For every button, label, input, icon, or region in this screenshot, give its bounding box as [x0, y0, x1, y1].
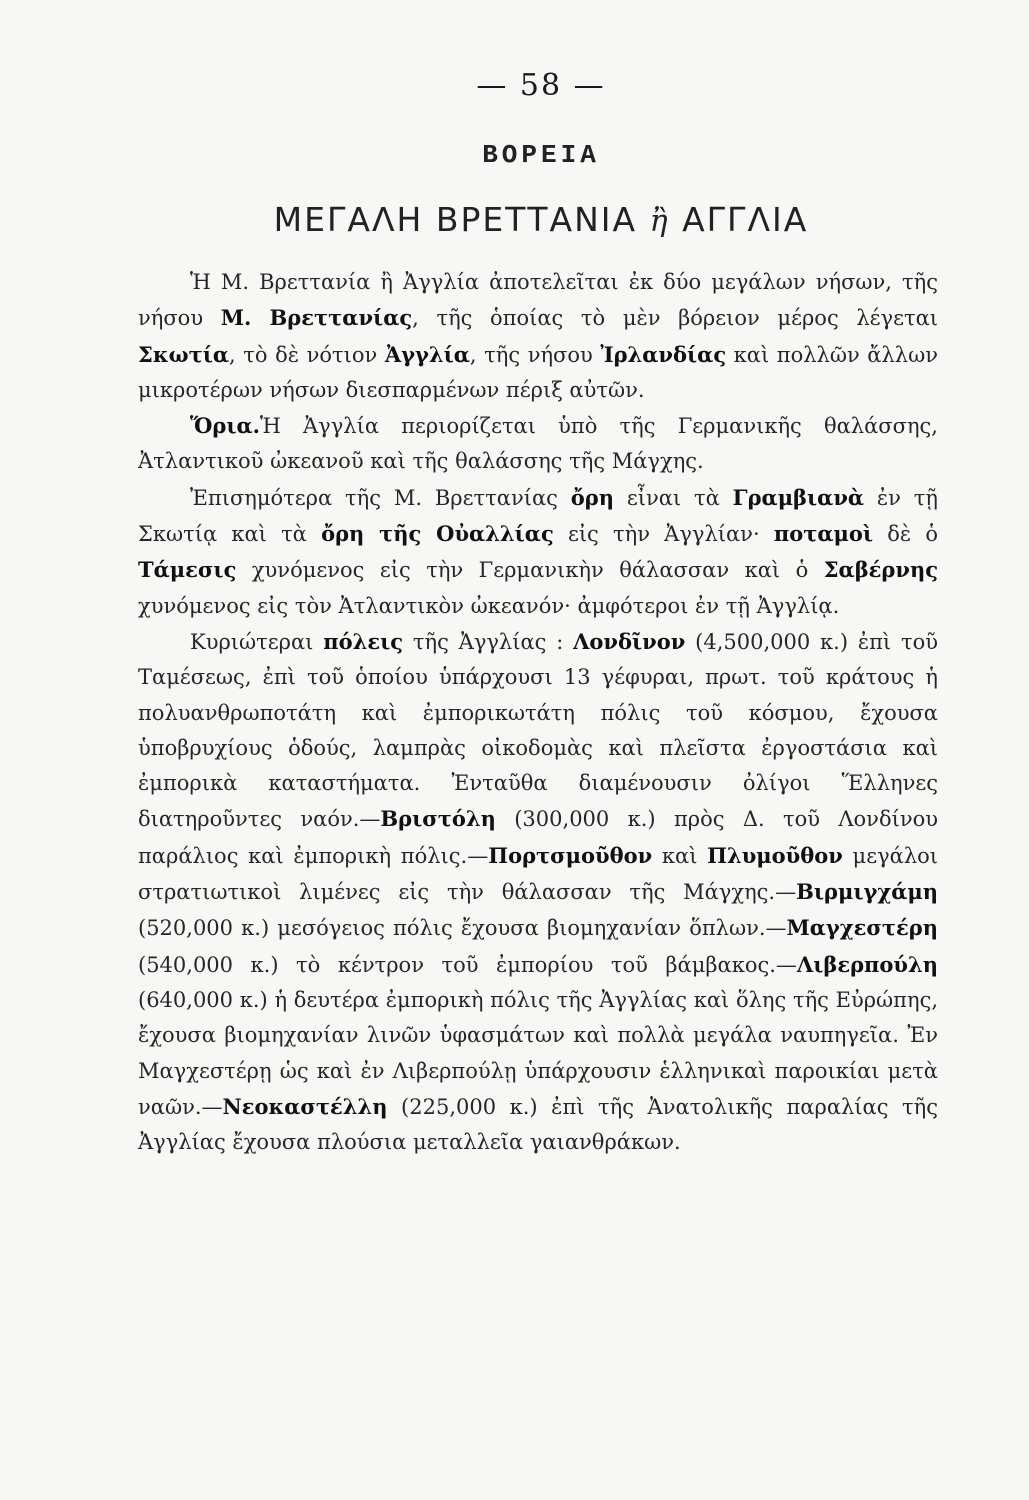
paragraph-mountains-rivers: [138, 480, 938, 624]
chapter-title-conjunction: ἢ: [649, 204, 670, 239]
term-thames: Τάμεσις: [138, 557, 237, 583]
chapter-title-alt: ΑΓΓΛΙΑ: [682, 200, 809, 239]
text-run: τῆς Ἀγγλίας :: [403, 629, 574, 654]
term-great-britain: Μ. Βρεττανίας: [220, 305, 413, 331]
term-plymouth: Πλυμοῦθον: [707, 842, 843, 868]
term-liverpool: Λιβερπούλη: [796, 951, 938, 977]
text-run: (225,000 κ.) ἐπὶ τῆς Ἀνατολικῆς παραλίας τῆς Ἀγγλίας ἔχουσα πλούσια μεταλλεῖα γαιανθράκων.: [138, 1094, 938, 1155]
term-cities: πόλεις: [323, 628, 404, 654]
text-run: εἰς τὴν Ἀγγλίαν·: [553, 522, 774, 547]
text-run: (540,000 κ.) τὸ κέντρον τοῦ ἐμπορίου τοῦ βάμβακος.—: [138, 952, 797, 977]
text-run: Κυριώτεραι: [190, 629, 324, 654]
term-bristol: Βριστόλη: [380, 806, 496, 832]
text-run: καὶ: [652, 843, 708, 868]
text-run: ἐν τῇ Σκωτίᾳ καὶ τὰ: [138, 485, 938, 547]
term-borders: Ὅρια.: [190, 413, 260, 439]
text-run: (4,500,000 κ.) ἐπὶ τοῦ Ταμέσεως, ἐπὶ τοῦ ὁποίου ὑπάρχουσι 13 γέφυραι, πρωτ. τοῦ κράτους ἡ πολυανθρωποτάτη καὶ ἐμπορικωτάτη πόλις τοῦ κόσμου, ἔχουσα ὑποβρυχίους ὁδούς, λαμπρὰς οἰκοδομὰς καὶ πλεῖστα ἐργοστάσια καὶ ἐμπορικὰ καταστήματα. Ἐνταῦθα διαμένουσιν ὀλίγοι Ἕλληνες διατηροῦντες ναόν.—: [138, 629, 938, 832]
term-rivers: ποταμοὶ: [773, 521, 874, 547]
chapter-title-main: ΜΕΓΑΛΗ ΒΡΕΤΤΑΝΙΑ: [273, 200, 638, 239]
term-severn: Σαβέρνης: [823, 557, 938, 583]
text-run: (640,000 κ.) ἡ δευτέρα ἐμπορικὴ πόλις τῆς Ἀγγλίας καὶ ὅλης τῆς Εὐρώπης, ἔχουσα βιομηχανίαν λινῶν ὑφασμάτων καὶ πολλὰ μεγάλα ναυπηγεῖα. Ἐν Μαγχεστέρῃ ὡς καὶ ἐν Λιβερπούλῃ ὑπάρχουσιν ἑλληνικαὶ παροικίαι μετὰ ναῶν.—: [138, 987, 938, 1119]
text-run: (520,000 κ.) μεσόγειος πόλις ἔχουσα βιομηχανίαν ὅπλων.—: [138, 916, 787, 941]
text-run: Ἡ Ἀγγλία περιορίζεται ὑπὸ τῆς Γερμανικῆς θαλάσσης, Ἀτλαντικοῦ ὠκεανοῦ καὶ τῆς θαλάσσης τῆς Μάγχης.: [138, 414, 938, 474]
term-england: Ἀγγλία: [384, 341, 470, 367]
text-run: εἶναι τὰ: [614, 485, 733, 510]
text-run: Ἐπισημότερα τῆς Μ. Βρεττανίας: [190, 485, 571, 510]
body-text: [138, 265, 938, 1160]
text-run: , τῆς ὁποίας τὸ μὲν βόρειον μέρος λέγεται: [412, 306, 938, 331]
text-run: χυνόμενος εἰς τὸν Ἀτλαντικὸν ὠκεανόν· ἀμφότεροι ἐν τῇ Ἀγγλίᾳ.: [138, 593, 840, 618]
term-scotland: Σκωτία: [138, 341, 230, 367]
chapter-title: [138, 200, 944, 239]
term-manchester: Μαγχεστέρη: [786, 915, 938, 941]
term-birmingham: Βιρμιγχάμη: [796, 879, 938, 905]
term-newcastle: Νεοκαστέλλη: [222, 1093, 388, 1119]
term-london: Λονδῖνον: [573, 628, 686, 654]
term-mountains: ὄρη: [570, 484, 614, 510]
term-portsmouth: Πορτσμοῦθον: [488, 842, 653, 868]
section-label: ΒΟΡΕΙΑ: [482, 140, 600, 170]
page-number: — 58 —: [476, 68, 606, 103]
text-run: χυνόμενος εἰς τὴν Γερμανικὴν θάλασσαν καὶ ὁ: [236, 558, 824, 583]
text-run: , τῆς νήσου: [469, 342, 601, 367]
text-run: , τὸ δὲ νότιον: [229, 342, 385, 367]
term-welsh-mountains: ὄρη τῆς Οὐαλλίας: [321, 521, 554, 547]
text-run: Ἡ Μ. Βρεττανία ἢ Ἀγγλία ἀποτελεῖται ἐκ δύο μεγάλων νήσων, τῆς νήσου: [138, 270, 938, 331]
term-grampians: Γραμβιανὰ: [732, 484, 865, 510]
paragraph-cities: [138, 624, 938, 1160]
text-run: δὲ ὁ: [873, 522, 938, 547]
text-run: καὶ πολλῶν ἄλλων μικροτέρων νήσων διεσπαρμένων πέριξ αὐτῶν.: [138, 342, 938, 402]
paragraph-borders: [138, 408, 938, 480]
term-ireland: Ἰρλανδίας: [600, 341, 727, 367]
text-run: μεγάλοι στρατιωτικοὶ λιμένες εἰς τὴν θάλασσαν τῆς Μάγχης.—: [138, 843, 939, 905]
text-run: (300,000 κ.) πρὸς Δ. τοῦ Λονδίνου παράλιος καὶ ἐμπορικὴ πόλις.—: [138, 807, 938, 868]
paragraph-intro: [138, 265, 938, 408]
